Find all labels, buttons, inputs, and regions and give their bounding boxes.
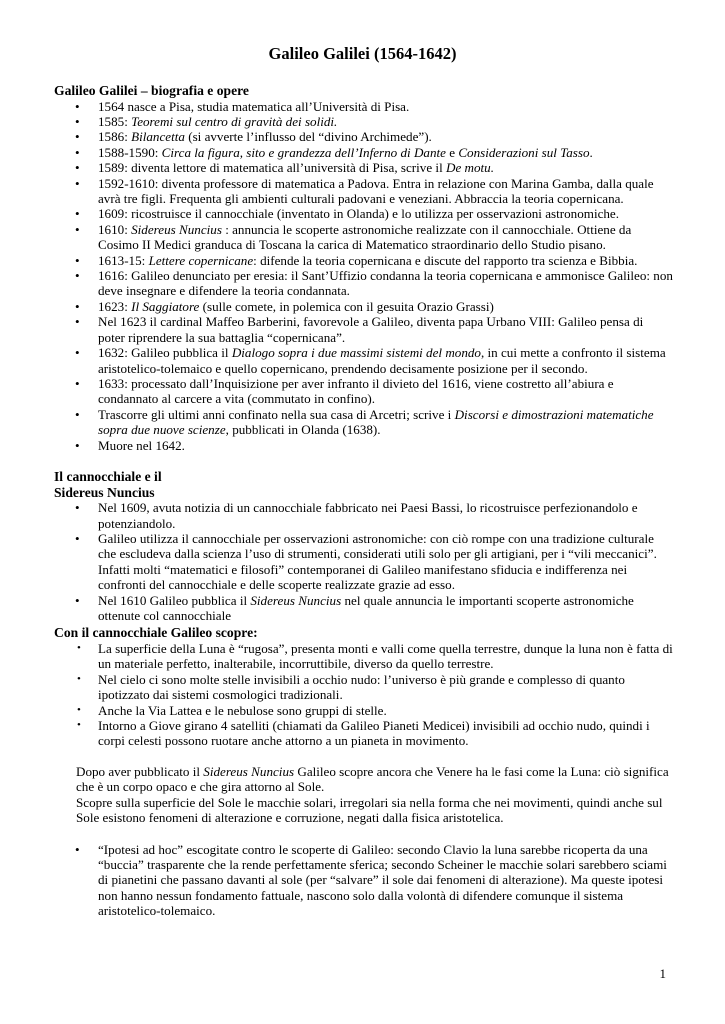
- scoperte-item: [0, 703, 725, 718]
- page-number: 1: [659, 966, 666, 981]
- cannocchiale-section: [0, 469, 725, 919]
- bio-item: [0, 438, 725, 453]
- bullet: •: [75, 144, 80, 160]
- bio-text: 1592-1610: diventa professore di matematica a Padova. Entra in relazione con Marina Gamba, dalla quale avrà tre figli. Frequenta gli ambienti culturali padovani e veneziani. Abbraccia la teoria copernicana.: [98, 175, 654, 207]
- bio-text: Trascorre gli ultimi anni confinato nella sua casa di Arcetri; scrive i: [98, 406, 455, 422]
- venere-paragraph: [0, 764, 725, 795]
- bio-text: Nel 1623 il cardinal Maffeo Barberini, favorevole a Galileo, diventa papa Urbano VIII: Galileo pensa di poter riprendere la sua battaglia “copernicana”.: [98, 314, 644, 345]
- bullet: •: [75, 206, 80, 222]
- bio-text: , in cui mette a confronto il sistema aristotelico-tolemaico e quello copernicano, prendendo decisamente posizione per il secondo.: [98, 345, 666, 376]
- bullet: •: [75, 298, 80, 314]
- bio-title: Considerazioni sul Tasso: [458, 144, 590, 160]
- scoperte-text: La superficie della Luna è “rugosa”, presenta monti e valli come quella terrestre, dunque la luna non è fatta di un materiale perfetto, inalterabile, incorruttibile, diverso da quello terrestre.: [98, 641, 673, 672]
- cannocchiale-heading-line1: Il cannocchiale e il: [54, 469, 162, 484]
- bio-title: De motu.: [445, 160, 494, 176]
- bio-item: [0, 222, 725, 253]
- bio-text: 1610:: [98, 221, 132, 237]
- bullet: •: [75, 841, 80, 857]
- bio-text: 1585:: [98, 114, 132, 129]
- bio-text: 1586:: [98, 129, 132, 145]
- macchie-paragraph: Scopre sulla superficie del Sole le macchie solari, irregolari sia nella forma che nei movimenti, quindi anche sul Sole esistono fenomeni di alterazione e corruzione, negati dalla fisica aristotelica.: [76, 794, 663, 826]
- bio-text: 1609: ricostruisce il cannocchiale (inventato in Olanda) e lo utilizza per osservazioni astronomiche.: [98, 206, 620, 222]
- bullet: •: [75, 437, 80, 453]
- bio-text: 1633: processato dall’Inquisizione per aver infranto il divieto del 1616, viene costretto all’abiura e condannato al carcere a vita (commutato in confino).: [98, 375, 614, 407]
- bio-section: [0, 83, 725, 453]
- bullet: •: [75, 114, 80, 129]
- bullet: •: [75, 129, 80, 145]
- cannocchiale-item: [0, 531, 725, 593]
- cannocchiale-item: [0, 593, 725, 624]
- cannocchiale-text: nel quale annuncia le importanti scoperte astronomiche ottenute col cannocchiale: [98, 592, 634, 624]
- bio-text: Muore nel 1642.: [98, 437, 185, 453]
- bio-text: 1616: Galileo denunciato per eresia: il Sant’Uffizio condanna la teoria copernicana e ammonisce Galileo: non deve insegnare e difendere la teoria condannata.: [98, 268, 673, 299]
- ipotesi-item: [0, 842, 725, 919]
- bullet: •: [75, 314, 80, 330]
- bio-item: [0, 345, 725, 376]
- bio-item: [0, 376, 725, 407]
- bio-item: [0, 407, 725, 438]
- bullet: •: [75, 252, 80, 268]
- venere-paragraph-post: Galileo scopre ancora che Venere ha le fasi come la Luna: ciò significa che è un corpo opaco e che gira attorno al Sole.: [76, 763, 669, 795]
- bullet: •: [75, 98, 80, 114]
- bio-item: [0, 253, 725, 268]
- bio-text: 1564 nasce a Pisa, studia matematica all’Università di Pisa.: [98, 98, 410, 114]
- bio-title: Sidereus Nuncius: [131, 221, 222, 237]
- bio-item: [0, 160, 725, 175]
- scoperte-heading: Con il cannocchiale Galileo scopre:: [54, 625, 258, 641]
- bio-title: Circa la figura, sito e grandezza dell’Inferno di Dante: [161, 144, 446, 160]
- cannocchiale-heading-line2: Sidereus Nuncius: [54, 484, 155, 500]
- bio-text: 1588-1590:: [98, 144, 162, 160]
- bio-text: : difende la teoria copernicana e discute del rapporto tra scienza e Bibbia.: [253, 252, 638, 268]
- bio-text: 1613-15:: [98, 252, 149, 268]
- bio-title: Discorsi e dimostrazioni matematiche sopra due nuove scienze: [98, 406, 654, 438]
- bio-item: [0, 129, 725, 144]
- bullet: •: [75, 345, 80, 361]
- bio-text: .: [589, 144, 593, 160]
- scoperte-text: Intorno a Giove girano 4 satelliti (chiamati da Galileo Pianeti Medicei) invisibili ad occhio nudo, quindi i corpi celesti possono ruotare anche attorno a un pianeta in movimento.: [98, 718, 650, 749]
- scoperte-item: [0, 672, 725, 703]
- ipotesi-list: [0, 842, 725, 919]
- scoperte-text: Nel cielo ci sono molte stelle invisibili a occhio nudo: l’universo è più grande e complesso di quanto ipotizzato dai sistemi cosmologici tradizionali.: [98, 671, 625, 703]
- bullet: •: [77, 703, 81, 716]
- scoperte-text: Anche la Via Lattea e le nebulose sono gruppi di stelle.: [98, 702, 387, 718]
- bio-text: , pubblicati in Olanda (1638).: [225, 422, 381, 438]
- bio-text: 1623:: [98, 298, 132, 314]
- venere-paragraph-pre: Dopo aver pubblicato il: [76, 763, 204, 779]
- bio-text: (sulle comete, in polemica con il gesuita Orazio Grassi): [199, 298, 494, 314]
- bullet: •: [75, 375, 80, 391]
- bio-title: Bilancetta: [131, 129, 185, 145]
- bullet: •: [75, 592, 80, 608]
- scoperte-item: [0, 641, 725, 672]
- bio-item: [0, 206, 725, 221]
- page-title: Galileo Galilei (1564-1642): [268, 44, 457, 63]
- bullet: •: [77, 642, 81, 655]
- bio-title: Dialogo sopra i due massimi sistemi del mondo: [231, 345, 481, 361]
- cannocchiale-text: Galileo utilizza il cannocchiale per osservazioni astronomiche: con ciò rompe con una tradizione culturale che escludeva dalla scienza l’uso di strumenti, considerati utili solo per gli artigiani, per i “vili meccanici”. Infatti molti “matematici e filosofi” contemporanei di Galileo manifestano sfiducia e indifferenza nei confronti del cannocchiale e delle scoperte realizzate grazie ad esso.: [98, 531, 657, 593]
- bio-title: Il Saggiatore: [131, 298, 200, 314]
- venere-paragraph-title: Sidereus Nuncius: [203, 763, 295, 779]
- bio-text: : annuncia le scoperte astronomiche realizzate con il cannocchiale. Ottiene da Cosimo II Medici granduca di Toscana la carica di Matematico straordinario dello Studio pisano.: [98, 221, 632, 253]
- bullet: •: [77, 672, 81, 685]
- bio-title: Lettere copernicane: [148, 252, 254, 268]
- cannocchiale-item: [0, 500, 725, 531]
- bio-list: [0, 99, 725, 453]
- ipotesi-text: “Ipotesi ad hoc” escogitate contro le scoperte di Galileo: secondo Clavio la luna sarebbe ricoperta da una “buccia” trasparente che la rende perfettamente sferica; secondo Scheiner le macchie solari sarebbero sciami di pianetini che passano davanti al sole (per “salvare” il sole dai fenomeni di alterazione). Ma queste ipotesi non hanno nessun fondamento fattuale, nascono solo dalla volontà di difendere comunque il sistema aristotelico-tolemaico.: [98, 841, 667, 919]
- bio-item: [0, 268, 725, 299]
- bullet: •: [75, 500, 80, 516]
- cannocchiale-text: Nel 1609, avuta notizia di un cannocchiale fabbricato nei Paesi Bassi, lo ricostruisce perfezionandolo e potenziandolo.: [98, 500, 638, 531]
- bullet: •: [77, 719, 81, 732]
- bio-item: [0, 314, 725, 345]
- bullet: •: [75, 268, 80, 284]
- bio-item: [0, 145, 725, 160]
- scoperte-list: [0, 641, 725, 749]
- bio-item: [0, 99, 725, 114]
- bio-text: 1589: diventa lettore di matematica all’università di Pisa, scrive il: [98, 160, 446, 176]
- bullet: •: [75, 531, 80, 546]
- cannocchiale-title: Sidereus Nuncius: [250, 592, 342, 608]
- bio-title: Teoremi sul centro di gravità dei solidi.: [131, 114, 338, 129]
- bio-item: [0, 114, 725, 129]
- bullet: •: [75, 175, 80, 191]
- bio-text: 1632: Galileo pubblica il: [98, 345, 232, 361]
- bio-item: [0, 299, 725, 314]
- bio-heading: Galileo Galilei – biografia e opere: [54, 83, 249, 98]
- bio-text: e: [445, 144, 459, 160]
- bio-text: (si avverte l’influsso del “divino Archimede”).: [184, 129, 432, 145]
- bullet: •: [75, 406, 80, 422]
- bullet: •: [75, 160, 80, 176]
- scoperte-item: [0, 718, 725, 749]
- bullet: •: [75, 221, 80, 237]
- cannocchiale-list: [0, 500, 725, 623]
- bio-item: [0, 176, 725, 207]
- cannocchiale-text: Nel 1610 Galileo pubblica il: [98, 592, 251, 608]
